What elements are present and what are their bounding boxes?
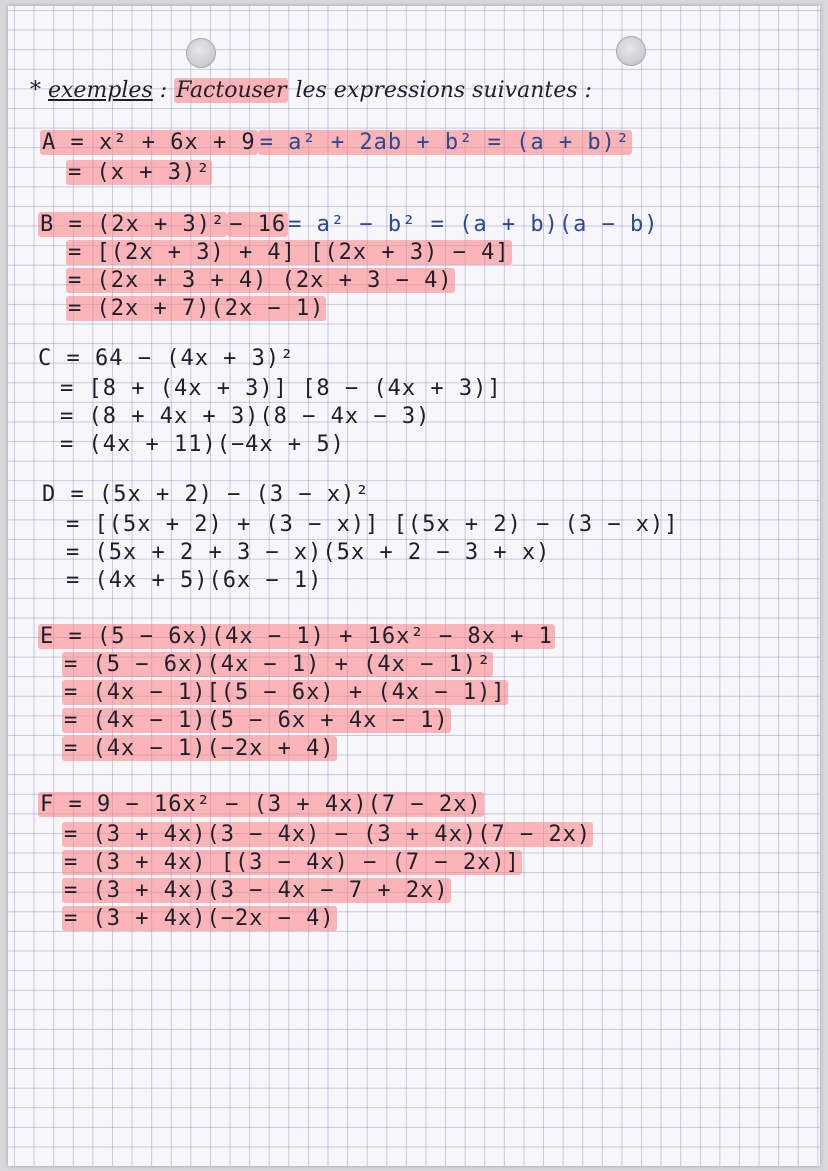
- exF-line-1: [38, 792, 484, 818]
- exE-line-3: [62, 680, 508, 706]
- exD-line-2: [66, 512, 679, 538]
- exB-expression-a: B = (2x + 3)²: [40, 212, 226, 237]
- exD-expression: D = (5x + 2) − (3 − x)²: [42, 482, 370, 507]
- exB-line-1: [38, 212, 659, 238]
- bullet-star: *: [30, 78, 41, 103]
- exF-line-2: [62, 822, 593, 848]
- exE-line-4: [62, 708, 451, 734]
- exC-line-3: [60, 404, 430, 430]
- exF-line-5: [62, 906, 337, 932]
- exA-line-1: [40, 130, 632, 156]
- exB-result: = (2x + 7)(2x − 1): [68, 296, 325, 321]
- header-line: [30, 78, 592, 104]
- exE-line-1: [38, 624, 555, 650]
- exD-line-4: [66, 568, 322, 594]
- exA-identity: = a² + 2ab + b² = (a + b)²: [259, 130, 631, 155]
- exF-step-2: = (3 + 4x) [(3 − 4x) − (7 − 2x)]: [64, 850, 520, 875]
- exF-expression: F = 9 − 16x² − (3 + 4x)(7 − 2x): [40, 792, 482, 817]
- exC-result: = (4x + 11)(−4x + 5): [60, 432, 345, 457]
- exC-expression: C = 64 − (4x + 3)²: [38, 346, 295, 371]
- exC-line-1: [38, 346, 294, 372]
- exC-line-2: [60, 376, 502, 402]
- header-rest: les expressions suivantes :: [295, 78, 592, 103]
- exD-step-2: = (5x + 2 + 3 − x)(5x + 2 − 3 + x): [66, 540, 551, 565]
- exB-step-2: = (2x + 3 + 4) (2x + 3 − 4): [68, 268, 453, 293]
- exA-expression: A = x² + 6x + 9: [42, 130, 256, 155]
- exA-line-2: [66, 160, 212, 186]
- exF-line-4: [62, 878, 451, 904]
- exB-line-3: [66, 268, 455, 294]
- exE-step-2: = (4x − 1)[(5 − 6x) + (4x − 1)]: [64, 680, 506, 705]
- exC-line-4: [60, 432, 345, 458]
- exF-line-3: [62, 850, 522, 876]
- exE-step-1: = (5 − 6x)(4x − 1) + (4x − 1)²: [64, 652, 492, 677]
- exB-line-4: [66, 296, 326, 322]
- exE-expression: E = (5 − 6x)(4x − 1) + 16x² − 8x + 1: [40, 624, 553, 649]
- exF-step-1: = (3 + 4x)(3 − 4x) − (3 + 4x)(7 − 2x): [64, 822, 592, 847]
- exB-step-1: = [(2x + 3) + 4] [(2x + 3) − 4]: [68, 240, 510, 265]
- exC-step-1: = [8 + (4x + 3)] [8 − (4x + 3)]: [60, 376, 502, 401]
- punch-hole-left: [186, 38, 216, 68]
- exB-line-2: [66, 240, 512, 266]
- header-factouser: Factouser: [176, 78, 287, 103]
- header-exemples: exemples: [48, 78, 153, 103]
- exE-line-2: [62, 652, 493, 678]
- exF-step-3: = (3 + 4x)(3 − 4x − 7 + 2x): [64, 878, 449, 903]
- graph-paper-sheet: [8, 6, 820, 1166]
- exD-line-1: [42, 482, 370, 508]
- exE-result: = (4x − 1)(−2x + 4): [64, 736, 335, 761]
- exC-step-2: = (8 + 4x + 3)(8 − 4x − 3): [60, 404, 431, 429]
- exB-identity: = a² − b² = (a + b)(a − b): [288, 212, 659, 237]
- punch-hole-right: [616, 36, 646, 66]
- exE-line-5: [62, 736, 337, 762]
- header-colon: :: [159, 78, 168, 103]
- exE-step-3: = (4x − 1)(5 − 6x + 4x − 1): [64, 708, 449, 733]
- exD-line-3: [66, 540, 550, 566]
- exD-step-1: = [(5x + 2) + (3 − x)] [(5x + 2) − (3 − x)]: [66, 512, 679, 537]
- exF-result: = (3 + 4x)(−2x − 4): [64, 906, 335, 931]
- exB-expression-b: − 16: [229, 212, 287, 237]
- exD-result: = (4x + 5)(6x − 1): [66, 568, 323, 593]
- exA-result: = (x + 3)²: [68, 160, 211, 185]
